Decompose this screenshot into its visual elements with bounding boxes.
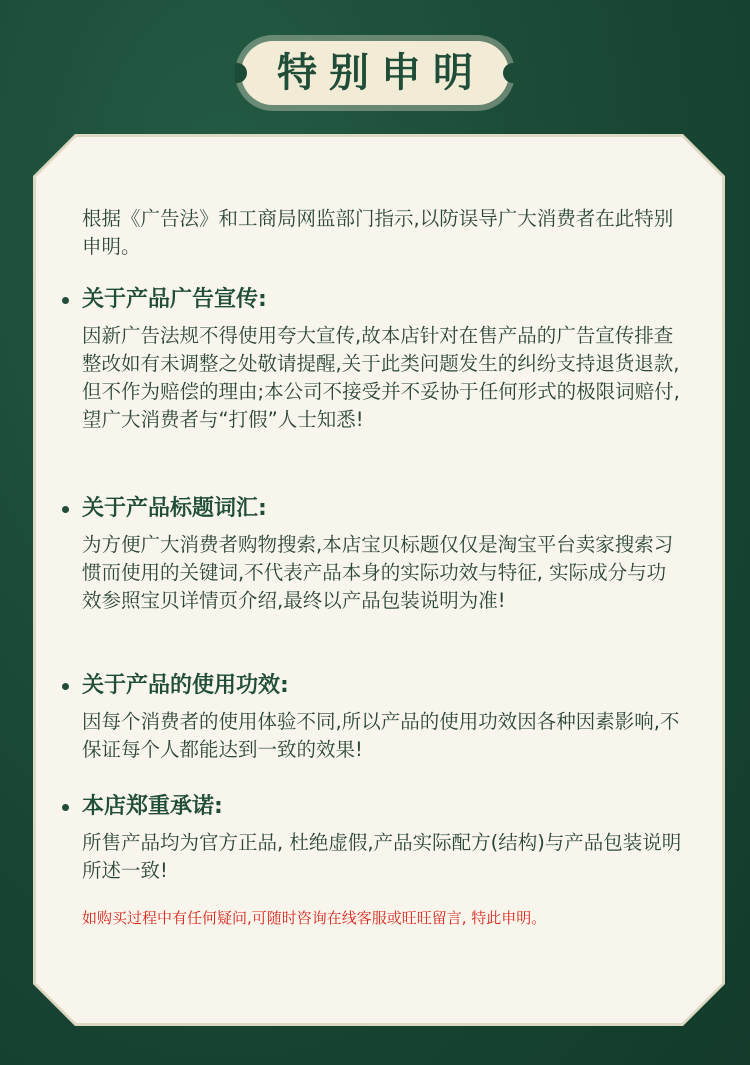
- section-body: 为方便广大消费者购物搜索,本店宝贝标题仅仅是淘宝平台卖家搜索习惯而使用的关键词,不代表产品本身的实际功效与特征, 实际成分与功效参照宝贝详情页介绍,最终以产品包装说明为准!: [82, 533, 674, 612]
- section-heading: [82, 285, 682, 315]
- bullet-icon: [62, 506, 69, 513]
- section-heading: [82, 671, 682, 701]
- bullet-icon: [62, 297, 69, 304]
- section-heading-text: 关于产品标题词汇:: [82, 496, 267, 521]
- section-body: 因新广告法规不得使用夸大宣传,故本店针对在售产品的广告宣传排查整改如有未调整之处敬请提醒,关于此类问题发生的纠纷支持退货退款,但不作为赔偿的理由;本公司不接受并不妥协于任何形式的极限词赔付,望广大消费者与“打假”人士知悉!: [82, 324, 680, 431]
- bullet-icon: [62, 683, 69, 690]
- title-banner: [241, 41, 509, 105]
- section-commitment: [82, 792, 682, 885]
- bullet-icon: [62, 804, 69, 811]
- section-heading-text: 关于产品的使用功效:: [82, 673, 289, 698]
- footnote-text: 如购买过程中有任何疑问,可随时咨询在线客服或旺旺留言, 特此申明。: [82, 909, 547, 927]
- section-heading-text: 本店郑重承诺:: [82, 794, 223, 819]
- section-body: 所售产品均为官方正品, 杜绝虚假,产品实际配方(结构)与产品包装说明所述一致!: [82, 831, 682, 882]
- intro-block: [82, 205, 682, 261]
- intro-text: 根据《广告法》和工商局网监部门指示,以防误导广大消费者在此特别申明。: [82, 207, 674, 258]
- section-body: 因每个消费者的使用体验不同,所以产品的使用功效因各种因素影响,不保证每个人都能达到一致的效果!: [82, 710, 680, 761]
- section-title-words: [82, 494, 682, 615]
- section-heading: [82, 792, 682, 822]
- section-heading: [82, 494, 682, 524]
- page-title: 特别申明: [277, 50, 485, 96]
- section-efficacy: [82, 671, 682, 764]
- section-heading-text: 关于产品广告宣传:: [82, 287, 267, 312]
- section-advertising: [82, 285, 682, 434]
